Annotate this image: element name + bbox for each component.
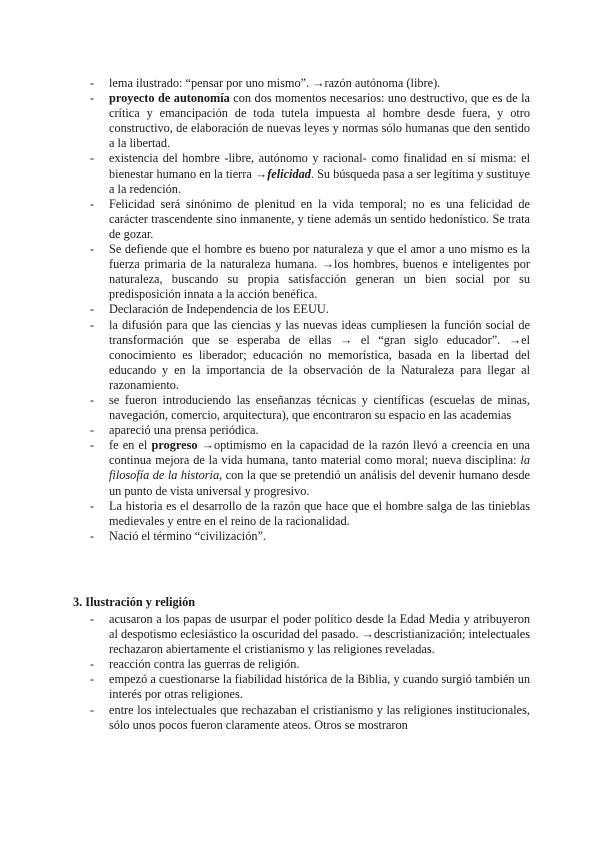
list-item: - lema ilustrado: “pensar por uno mismo”. →razón autónoma (libre). bbox=[90, 76, 530, 91]
list-item: - Felicidad será sinónimo de plenitud en la vida temporal; no es una felicidad de carácter trascendente sino inmanente, y tiene además un sentido hedonístico. Se trata de gozar. bbox=[90, 197, 530, 242]
list-item: - se fueron introduciendo las enseñanzas técnicas y científicas (escuelas de minas, navegación, comercio, arquitectura), que encontraron su espacio en las academias bbox=[90, 393, 530, 423]
list-item: - reacción contra las guerras de religión. bbox=[90, 657, 530, 672]
section-heading: 3. Ilustración y religión bbox=[73, 595, 196, 609]
list-item: - apareció una prensa periódica. bbox=[90, 423, 530, 438]
emphasis-filosofia-historia: la filosofía de la historia bbox=[109, 453, 530, 483]
list-item: - empezó a cuestionarse la fiabilidad histórica de la Biblia, y cuando surgió también un interés por otras religiones. bbox=[90, 672, 530, 702]
list-item: - acusaron a los papas de usurpar el poder político desde la Edad Media y atribuyeron al despotismo eclesiástico la oscuridad del pasado. →descristianización; intelectuales rechazaron abiertamente el cristianismo y las religiones reveladas. bbox=[90, 612, 530, 657]
section-3-list bbox=[90, 612, 530, 733]
list-item: - La historia es el desarrollo de la razón que hace que el hombre salga de las tinieblas medievales y entre en el reino de la racionalidad. bbox=[90, 499, 530, 529]
list-item: - la difusión para que las ciencias y las nuevas ideas cumpliesen la función social de transformación que se esperaba de ellas → el “gran siglo educador”. →el conocimiento es liberador; educación no memorística, basada en la libertad del educando y en la importancia de la observación de la Naturaleza para llegar al razonamiento. bbox=[90, 318, 530, 393]
emphasis-progreso: progreso bbox=[151, 438, 198, 453]
list-item: - existencia del hombre -libre, autónomo y racional- como finalidad en sí misma: el bienestar humano en la tierra →felicidad. Su búsqueda pasa a ser legítima y sustituye a la redención. bbox=[90, 151, 530, 196]
list-item: - entre los intelectuales que rechazaban el cristianismo y las religiones institucionales, sólo unos pocos fueron claramente ateos. Otros se mostraron bbox=[90, 703, 530, 733]
list-item: - Nació el término “civilización”. bbox=[90, 529, 530, 544]
list-item: - fe en el progreso →optimismo en la capacidad de la razón llevó a creencia en una continua mejora de la vida humana, tanto material como moral; nueva disciplina: la filosofía de la historia, con la que se pretendió un análisis del devenir humano desde un punto de vista universal y progresivo. bbox=[90, 438, 530, 498]
emphasis-proyecto-autonomia: proyecto de autonomía bbox=[109, 91, 230, 106]
emphasis-felicidad: felicidad bbox=[267, 166, 311, 181]
list-item: - Declaración de Independencia de los EEUU. bbox=[90, 302, 530, 317]
list-item: - proyecto de autonomía con dos momentos necesarios: uno destructivo, que es de la crítica y emancipación de toda tutela impuesta al hombre desde fuera, y otro constructivo, de elaboración de nuevas leyes y normas sólo humanas que den sentido a la libertad. bbox=[90, 91, 530, 151]
section-2-list bbox=[90, 76, 530, 544]
list-item: - Se defiende que el hombre es bueno por naturaleza y que el amor a uno mismo es la fuerza primaria de la naturaleza humana. →los hombres, buenos e inteligentes por naturaleza, buscando su propia satisfacción generan un bien social por su predisposición innata a la acción benéfica. bbox=[90, 242, 530, 302]
